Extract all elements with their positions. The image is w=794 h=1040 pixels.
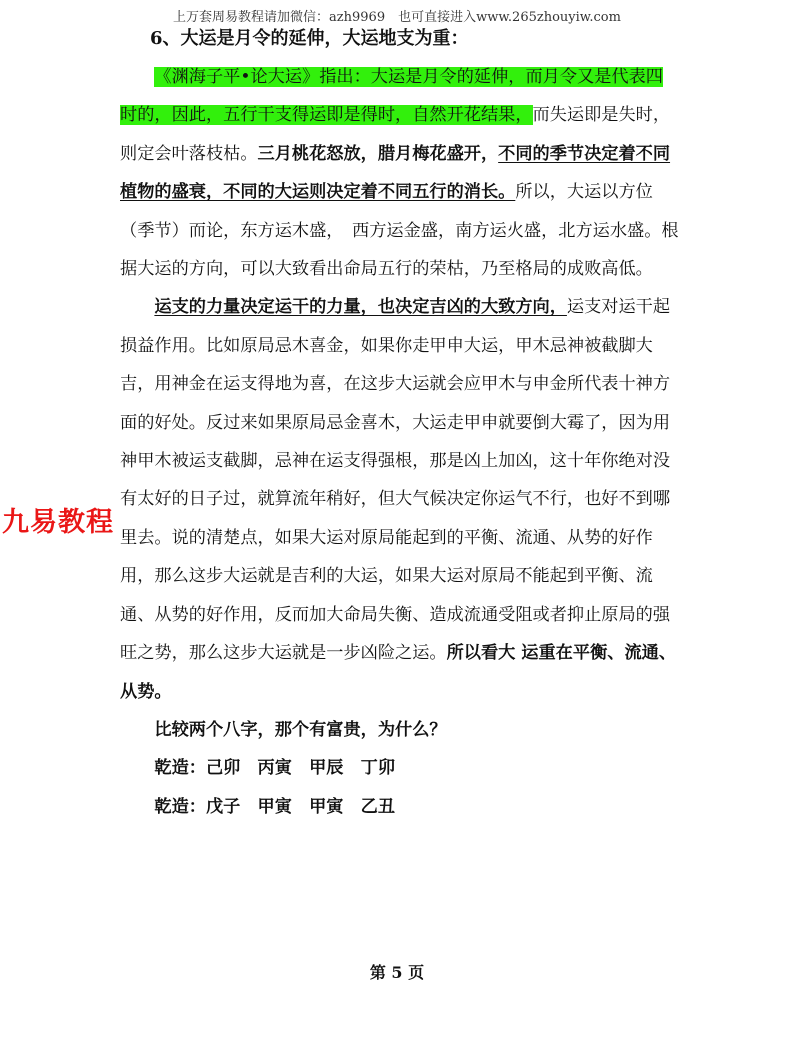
question-line: 比较两个八字，那个有富贵，为什么？: [154, 719, 447, 740]
bazi-chart-1: 乾造：己卯 丙寅 甲辰 丁卯: [154, 758, 396, 779]
bazi-chart-2: 乾造：戊子 甲寅 甲寅 乙丑: [154, 796, 396, 817]
section-heading: 6、大运是月令的延伸，大运地支为重：: [150, 28, 469, 49]
text-segment: 而失运即是失时，则定会叶落枝枯。: [120, 105, 671, 164]
highlighted-quote: 《渊海子平•论大运》指出：大运是月令的延伸，而月令又是代表四时的，因此，五行干支得运即是得时，自然开花结果，: [120, 67, 663, 126]
top-contact-note: 上万套周易教程请加微信：azh9969 也可直接进入www.265zhouyiw.com: [173, 10, 621, 25]
bold-underlined-segment: 运支的力量决定运干的力量，也决定吉凶的大致方向，: [154, 297, 567, 318]
paragraph-yunzhi-power: [120, 288, 680, 710]
text-segment: 运支对运干起损益作用。比如原局忌木喜金，如果你走甲申大运，甲木忌神被截脚大吉，用神金在运支得地为喜，在这步大运就会应甲木与申金所代表十神方面的好处。反过来如果原局忌金喜木，大运走甲申就要倒大霉了，因为用神甲木被运支截脚，忌神在运支得强根，那是凶上加凶，这十年你绝对没有太好的日子过，就算流年稍好，但大气候决定你运气不行，也好不到哪里去。说的清楚点，如果大运对原局能起到的平衡、流通、从势的好作用，那么这步大运就是吉利的大运，如果大运对原局不能起到平衡、流通、从势的好作用，反而加大命局失衡、造成流通受阻或者抑止原局的强旺之势，那么这步大运就是一步凶险之运。: [120, 297, 671, 664]
watermark-logo-text: 九易教程: [2, 507, 114, 538]
bold-segment: 三月桃花怒放，腊月梅花盛开，: [257, 143, 499, 164]
bold-underlined-segment: 不同的季节决定着不同植物的盛衰，不同的大运则决定着不同五行的消长。: [120, 143, 671, 203]
paragraph-dayun-season: [120, 58, 680, 288]
page-number: 第 5 页: [369, 963, 425, 982]
document-body: [120, 58, 680, 826]
bold-segment: 所以看大 运重在平衡、流通、从势。: [120, 643, 677, 702]
text-segment: 所以，大运以方位（季节）而论，东方运木盛， 西方运金盛，南方运火盛，北方运水盛。根据大运的方向，可以大致看出命局五行的荣枯，乃至格局的成败高低。: [120, 182, 679, 280]
